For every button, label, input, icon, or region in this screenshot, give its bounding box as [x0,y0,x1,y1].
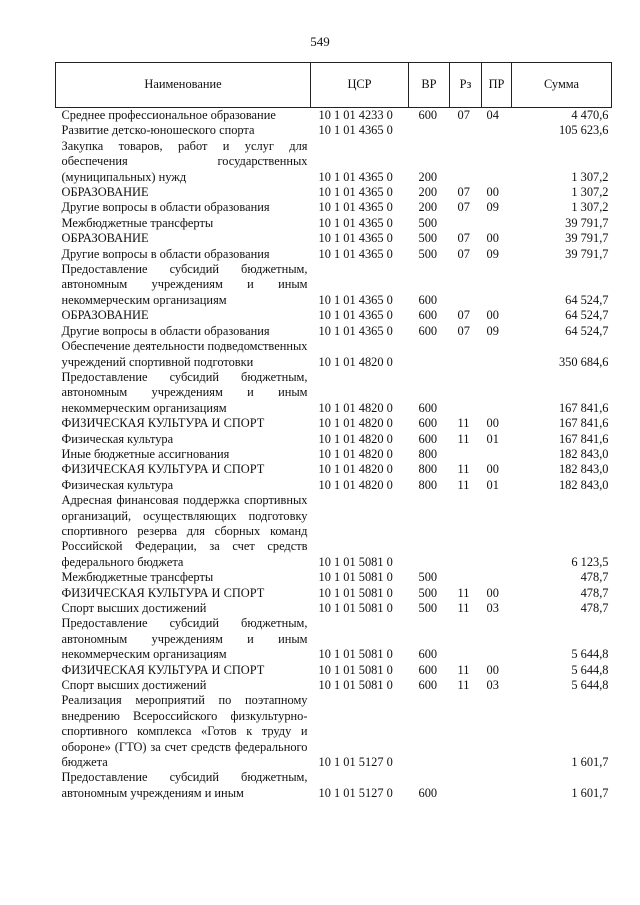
table-row [56,108,612,124]
cell-sum: 1 307,2 [571,185,609,200]
cell-pr [482,262,512,308]
header-pr: ПР [482,63,512,108]
cell-sum: 167 841,6 [558,416,609,431]
cell-pr [482,493,512,570]
cell-csr: 10 1 01 4365 0 [318,308,393,323]
table-row [56,416,612,431]
cell-sum: 4 470,6 [571,108,609,122]
cell-name: Другие вопросы в области образования [61,246,270,261]
cell-name: Предоставление субсидий бюджетным, автономным учреждениям и иным некоммерческим организациям [61,616,308,662]
cell-vr: 600 [418,323,438,338]
cell-rz: 11 [457,585,470,600]
cell-rz [450,616,482,662]
cell-pr: 00 [486,231,499,246]
cell-vr: 600 [418,292,438,307]
header-sum: Сумма [512,63,612,108]
cell-vr: 600 [418,647,438,662]
cell-vr: 600 [418,308,438,323]
table-row [56,493,612,570]
cell-rz: 07 [457,323,470,338]
cell-pr: 03 [486,601,499,615]
cell-vr: 500 [418,570,438,585]
cell-sum: 1 601,7 [571,785,609,800]
cell-vr: 800 [418,477,438,492]
cell-vr: 500 [418,215,438,230]
cell-sum: 182 843,0 [558,446,609,461]
cell-name: Иные бюджетные ассигнования [61,446,230,461]
cell-name: ФИЗИЧЕСКАЯ КУЛЬТУРА И СПОРТ [61,462,265,477]
cell-csr: 10 1 01 4365 0 [318,215,393,230]
cell-pr [482,447,512,462]
table-row [56,447,612,462]
cell-rz: 11 [457,431,470,446]
header-vr: ВР [409,63,450,108]
cell-pr: 01 [486,477,499,492]
cell-csr: 10 1 01 5081 0 [318,585,393,600]
cell-vr: 500 [418,246,438,261]
cell-vr: 600 [418,785,438,800]
cell-rz: 11 [457,416,470,431]
cell-name: Закупка товаров, работ и услуг для обеспечения государственных (муниципальных) нужд [61,138,308,184]
cell-name: Спорт высших достижений [61,678,207,693]
cell-pr [482,139,512,185]
cell-pr: 00 [486,416,499,431]
budget-table [55,62,612,801]
table-row [56,432,612,447]
table-row [56,570,612,585]
cell-rz [450,370,482,416]
cell-vr: 600 [418,416,438,431]
cell-pr [482,770,512,801]
cell-vr: 500 [418,231,438,246]
table-row [56,462,612,477]
cell-name: ОБРАЗОВАНИЕ [61,231,149,246]
cell-pr: 09 [486,323,499,338]
cell-vr: 800 [418,446,438,461]
table-row [56,139,612,185]
cell-csr: 10 1 01 4365 0 [318,292,393,307]
cell-pr [482,123,512,138]
cell-sum: 350 684,6 [558,354,609,369]
cell-sum: 5 644,8 [571,678,609,693]
cell-vr: 800 [418,462,438,477]
cell-rz [450,339,482,370]
cell-pr: 09 [486,246,499,261]
cell-sum: 1 307,2 [571,169,609,184]
cell-name: ФИЗИЧЕСКАЯ КУЛЬТУРА И СПОРТ [61,416,265,431]
cell-rz [450,139,482,185]
cell-vr: 600 [418,108,438,122]
cell-vr: 200 [418,169,438,184]
cell-csr: 10 1 01 5081 0 [318,570,393,585]
cell-name: ФИЗИЧЕСКАЯ КУЛЬТУРА И СПОРТ [61,662,265,677]
cell-csr: 10 1 01 5081 0 [318,662,393,677]
cell-csr: 10 1 01 4365 0 [318,169,393,184]
cell-csr: 10 1 01 5081 0 [318,678,393,693]
cell-vr: 200 [418,200,438,215]
cell-csr: 10 1 01 5081 0 [318,554,393,569]
cell-pr: 09 [486,200,499,215]
table-row [56,478,612,493]
cell-vr [409,693,450,770]
cell-csr: 10 1 01 4365 0 [318,123,393,138]
page-number: 549 [310,34,330,49]
cell-sum: 182 843,0 [558,462,609,477]
cell-vr: 600 [418,678,438,693]
cell-csr: 10 1 01 5127 0 [318,785,393,800]
cell-csr: 10 1 01 4820 0 [318,400,393,415]
cell-sum: 167 841,6 [558,431,609,446]
cell-sum: 1 307,2 [571,200,609,215]
header-csr: ЦСР [311,63,409,108]
cell-sum: 5 644,8 [571,662,609,677]
table-row [56,308,612,323]
cell-rz: 07 [457,308,470,323]
cell-sum: 105 623,6 [558,123,609,138]
cell-sum: 6 123,5 [571,554,609,569]
cell-rz [450,123,482,138]
cell-pr: 03 [486,678,499,693]
table-row [56,678,612,693]
cell-pr [482,370,512,416]
table-row [56,247,612,262]
cell-csr: 10 1 01 4820 0 [318,431,393,446]
cell-csr: 10 1 01 4365 0 [318,323,393,338]
cell-pr: 01 [486,431,499,446]
cell-rz: 07 [457,108,470,122]
cell-csr: 10 1 01 4365 0 [318,231,393,246]
header-name: Наименование [56,63,311,108]
cell-csr: 10 1 01 4820 0 [318,462,393,477]
cell-name: ОБРАЗОВАНИЕ [61,185,149,200]
cell-sum: 64 524,7 [565,308,609,323]
cell-name: ОБРАЗОВАНИЕ [61,308,149,323]
cell-sum: 39 791,7 [565,231,609,246]
cell-pr [482,216,512,231]
cell-csr: 10 1 01 5081 0 [318,601,393,615]
table-row [56,185,612,200]
cell-csr: 10 1 01 5127 0 [318,755,393,770]
cell-rz [450,570,482,585]
table-row [56,200,612,215]
cell-pr [482,570,512,585]
cell-rz: 07 [457,246,470,261]
cell-csr: 10 1 01 4365 0 [318,246,393,261]
table-row [56,370,612,416]
cell-pr: 00 [486,585,499,600]
cell-sum: 478,7 [580,570,609,585]
cell-rz [450,493,482,570]
cell-rz: 11 [457,462,470,477]
cell-rz [450,693,482,770]
cell-vr: 600 [418,431,438,446]
cell-rz [450,447,482,462]
cell-name: Предоставление субсидий бюджетным, автономным учреждениям и иным некоммерческим организациям [61,262,308,307]
cell-name: Предоставление субсидий бюджетным, автономным учреждениям и иным некоммерческим организациям [61,369,308,415]
table-row [56,339,612,370]
header-rz: Рз [450,63,482,108]
cell-pr: 00 [486,462,499,477]
cell-pr [482,693,512,770]
cell-vr [409,339,450,370]
cell-rz: 07 [457,231,470,246]
cell-sum: 478,7 [580,585,609,600]
cell-name: Другие вопросы в области образования [61,200,270,215]
cell-pr: 04 [486,108,499,122]
table-row [56,231,612,246]
cell-rz [450,216,482,231]
table-row [56,586,612,601]
cell-rz [450,770,482,801]
cell-sum: 182 843,0 [558,477,609,492]
cell-csr: 10 1 01 4820 0 [318,354,393,369]
cell-name: Предоставление субсидий бюджетным, автономным учреждениям и иным [61,770,308,800]
cell-csr: 10 1 01 5081 0 [318,647,393,662]
cell-rz: 07 [457,200,470,215]
cell-rz [450,262,482,308]
table-row [56,663,612,678]
cell-name: Физическая культура [61,477,174,492]
cell-sum: 39 791,7 [565,215,609,230]
cell-csr: 10 1 01 4233 0 [318,108,393,122]
cell-rz: 11 [457,678,470,693]
table-row [56,123,612,138]
cell-rz: 11 [457,477,470,492]
cell-name: Физическая культура [61,431,174,446]
table-row [56,324,612,339]
cell-pr: 00 [486,308,499,323]
cell-sum: 5 644,8 [571,647,609,662]
table-row [56,770,612,801]
cell-sum: 478,7 [580,601,609,615]
cell-vr [409,123,450,138]
cell-sum: 39 791,7 [565,246,609,261]
table-body [56,108,612,802]
cell-rz: 07 [457,185,470,200]
cell-sum: 64 524,7 [565,323,609,338]
cell-name: Межбюджетные трансферты [61,215,214,230]
cell-vr: 600 [418,662,438,677]
cell-pr [482,339,512,370]
cell-name: Развитие детско-юношеского спорта [61,123,255,138]
cell-name: Спорт высших достижений [61,601,207,615]
cell-name: Обеспечение деятельности подведомственных учреждений спортивной подготовки [61,339,308,369]
cell-name: Реализация мероприятий по поэтапному внедрению Всероссийского физкультурно-спортивного комплекса «Готов к труду и обороне» (ГТО) за счет средств федерального бюджета [61,693,308,770]
cell-pr: 00 [486,662,499,677]
cell-sum: 64 524,7 [565,292,609,307]
cell-sum: 1 601,7 [571,755,609,770]
cell-sum: 167 841,6 [558,400,609,415]
cell-csr: 10 1 01 4365 0 [318,200,393,215]
table-header [56,63,612,108]
cell-rz: 11 [457,662,470,677]
cell-rz: 11 [457,601,470,615]
table-row [56,262,612,308]
cell-vr: 500 [418,601,438,615]
cell-name: Другие вопросы в области образования [61,323,270,338]
cell-vr: 200 [418,185,438,200]
cell-vr: 600 [418,400,438,415]
cell-name: ФИЗИЧЕСКАЯ КУЛЬТУРА И СПОРТ [61,585,265,600]
cell-pr: 00 [486,185,499,200]
table-row [56,616,612,662]
table-row [56,216,612,231]
cell-name: Межбюджетные трансферты [61,570,214,585]
table-row [56,601,612,616]
cell-csr: 10 1 01 4820 0 [318,477,393,492]
table-row [56,693,612,770]
cell-name: Адресная финансовая поддержка спортивных организаций, осуществляющих подготовку спортивного резерва для сборных команд Российской Федерации, за счет средств федерального бюджета [61,493,308,569]
cell-vr: 500 [418,585,438,600]
cell-csr: 10 1 01 4820 0 [318,416,393,431]
cell-vr [409,493,450,570]
cell-pr [482,616,512,662]
cell-name: Среднее профессиональное образование [61,108,276,122]
cell-csr: 10 1 01 4365 0 [318,185,393,200]
cell-csr: 10 1 01 4820 0 [318,446,393,461]
